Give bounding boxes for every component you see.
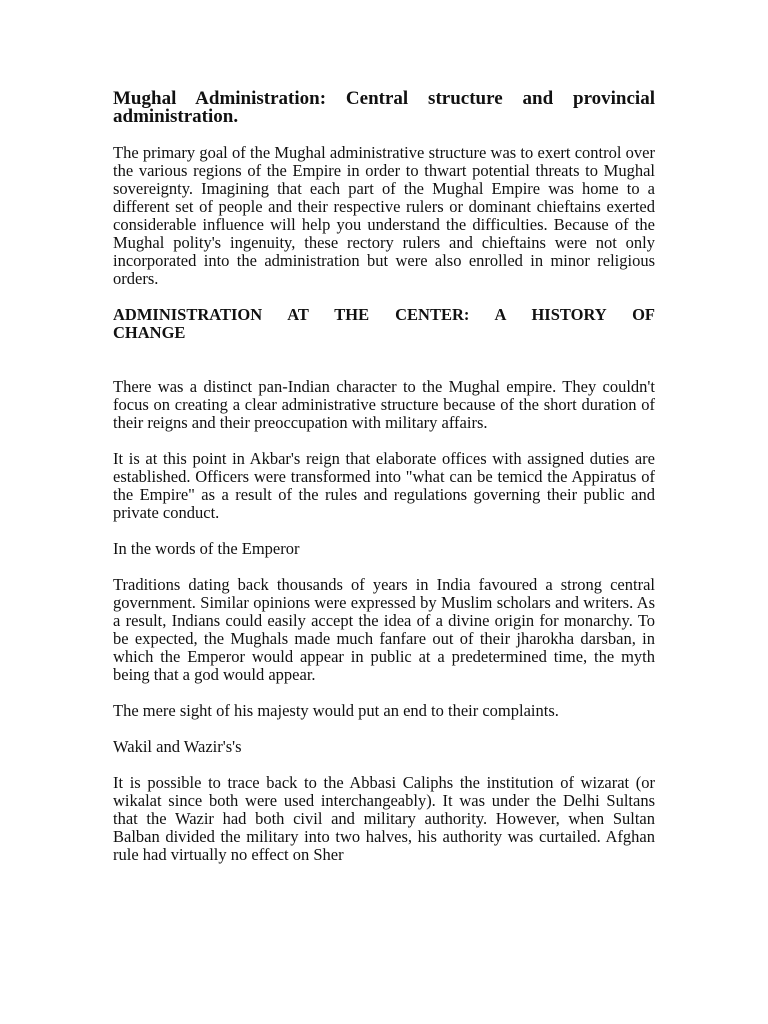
paragraph-pan-indian: There was a distinct pan-Indian character to the Mughal empire. They couldn't focus on creating a clear administrative structure because of the short duration of their reigns and their preoccupation with military affairs. (113, 377, 655, 432)
paragraph-emperor-words: In the words of the Emperor (113, 539, 300, 558)
paragraph-wizarat: It is possible to trace back to the Abbasi Caliphs the institution of wizarat (or wikalat since both were used interchangeably). It was under the Delhi Sultans that the Wazir had both civil and military authority. However, when Sultan Balban divided the military into two halves, his authority was curtailed. Afghan rule had virtually no effect on Sher (113, 774, 655, 864)
document-title: Mughal Administration: Central structure and provincial administration. (113, 88, 655, 127)
document-page (113, 90, 655, 864)
paragraph-akbar-reign: It is at this point in Akbar's reign that elaborate offices with assigned duties are established. Officers were transformed into "what can be temicd the Appiratus of the Empire" as a result of the rules and regulations governing their public and private conduct. (113, 449, 655, 522)
paragraph-majesty: The mere sight of his majesty would put an end to their complaints. (113, 701, 559, 720)
section-heading: ADMINISTRATION AT THE CENTER: A HISTORY OF CHANGE (113, 305, 655, 342)
intro-paragraph: The primary goal of the Mughal administrative structure was to exert control over the various regions of the Empire in order to thwart potential threats to Mughal sovereignty. Imagining that each part of the Mughal Empire was home to a different set of people and their respective rulers or dominant chieftains exerted considerable influence will help you understand the difficulties. Because of the Mughal polity's ingenuity, these rectory rulers and chieftains were not only incorporated into the administration but were also enrolled in minor religious orders. (113, 143, 655, 288)
paragraph-wakil-wazir: Wakil and Wazir's's (113, 737, 242, 756)
paragraph-traditions: Traditions dating back thousands of years in India favoured a strong central government. Similar opinions were expressed by Muslim scholars and writers. As a result, Indians could easily accept the idea of a divine origin for monarchy. To be expected, the Mughals made much fanfare out of their jharokha darsban, in which the Emperor would appear in public at a predetermined time, the myth being that a god would appear. (113, 575, 655, 684)
